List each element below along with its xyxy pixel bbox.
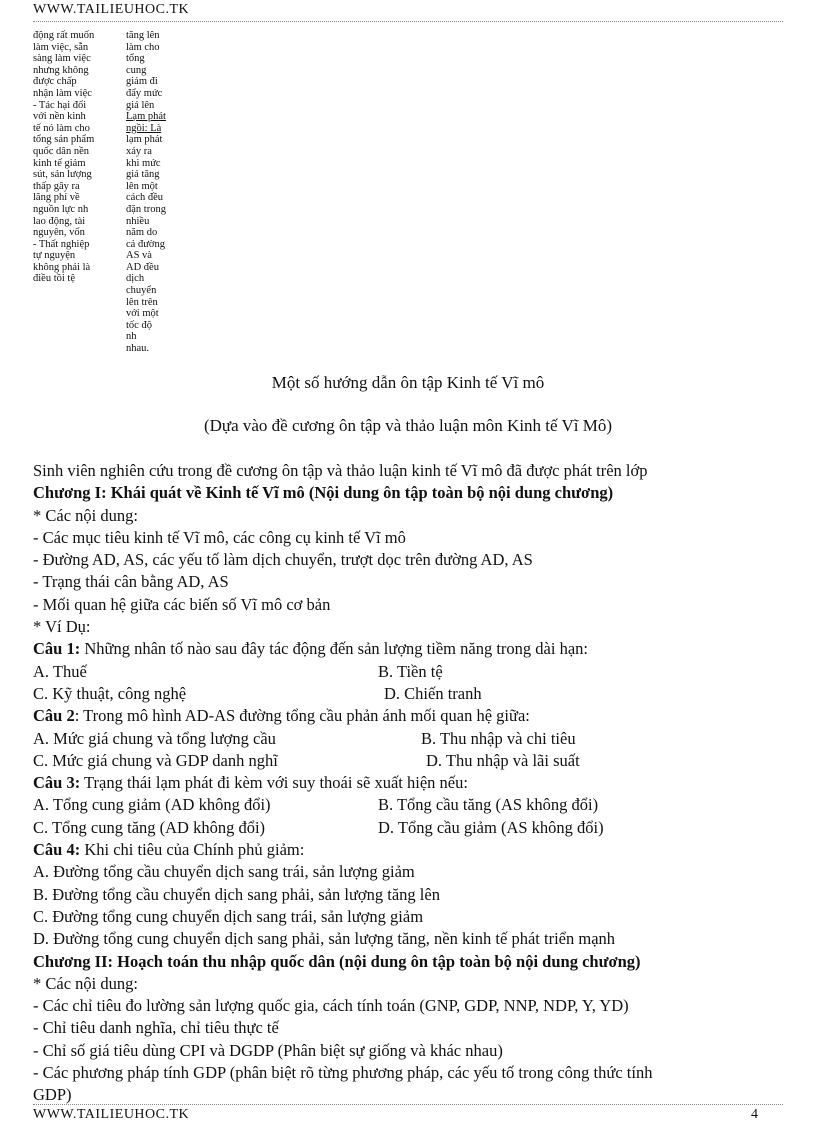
question-2-options-row [33,728,793,750]
col2-line: khi mức [126,157,161,169]
col2-line: lạm phát [126,134,163,146]
col1-line: sút, sản lượng [33,169,92,181]
col2-line: nhiều [126,215,150,227]
col2-line: với một [126,308,159,320]
option-d: D. Chiến tranh [384,683,482,703]
option-b: B. Tổng cầu tăng (AS không đổi) [378,795,599,815]
chapter1-content-item: - Mối quan hệ giữa các biến số Vĩ mô cơ bản [33,594,331,614]
question-4 [33,839,793,861]
col2-line: nhau. [126,343,150,355]
question-1 [33,638,793,660]
question-text: Những nhân tố nào sau đây tác động đến sản lượng tiềm năng trong dài hạn: [80,639,588,659]
option-c: C. Đường tổng cung chuyển dịch sang trái, sản lượng giảm [33,906,424,926]
col2-line: giá lên [126,99,155,111]
col1-line: sàng làm việc [33,53,91,65]
col1-line: lãng phí về [33,192,80,204]
intro-text: Sinh viên nghiên cứu trong đề cương ôn tập và thảo luận kinh tế Vĩ mô đã được phát trên lớp [33,461,648,480]
col1-line: kinh tế giảm [33,157,86,169]
example-label: * Ví Dụ: [33,617,91,637]
col2-line: cách đều [126,192,164,204]
main-content [33,460,793,1107]
option-c: C. Tổng cung tăng (AD không đổi) [33,817,266,837]
chapter1-content-item: - Đường AD, AS, các yếu tố làm dịch chuyển, trượt dọc trên đường AD, AS [33,550,533,570]
question-label: Câu 2 [33,706,75,726]
option-a: A. Thuế [33,661,87,681]
col1-line: tế nó làm cho [33,122,90,134]
question-label: Câu 1: [33,639,81,659]
chapter2-content-item: GDP) [33,1085,72,1105]
chapter2-content-item: - Các chỉ tiêu đo lường sản lượng quốc gia, cách tính toán (GNP, GDP, NNP, NDP, Y, YD) [33,996,629,1016]
col2-line: tốc độ [126,319,152,331]
option-d: D. Đường tổng cung chuyển dịch sang phải, sản lượng tăng, nền kinh tế phát triển mạnh [33,929,616,949]
col2-line: dịch [126,273,145,285]
option-b: B. Tiền tệ [378,661,443,681]
footer-divider [33,1104,783,1105]
col2-line: ngồi: Là [126,122,162,134]
option-d: D. Tổng cầu giảm (AS không đổi) [378,817,604,837]
col2-line: nh [126,331,137,343]
col1-line: quốc dân nền [33,145,89,157]
col1-line: không phải là [33,261,91,273]
header-divider [33,21,783,22]
col2-line: lên trên [126,296,158,308]
col2-line: xảy ra [126,145,152,157]
col2-line: cả đường [126,238,165,250]
col1-line: làm việc, sẵn [33,41,89,53]
question-text: : Trong mô hình AD-AS đường tổng cầu phản ánh mối quan hệ giữa: [74,706,530,726]
col1-line: điều tồi tệ [33,273,75,285]
question-1-options-row [33,661,793,683]
col2-line: tổng [126,53,145,65]
chapter2-content-item: - Các phương pháp tính GDP (phân biệt rõ từng phương pháp, các yếu tố trong công thức tính [33,1063,653,1083]
footer-site: WWW.TAILIEUHOC.TK [33,1107,190,1122]
question-label: Câu 4: [33,840,81,860]
col1-line: tổng sản phẩm [33,134,95,146]
chapter2-content-item: - Chỉ số giá tiêu dùng CPI và DGDP (Phân biệt sự giống và khác nhau) [33,1040,503,1060]
chapter1-contents-label: * Các nội dung: [33,505,138,525]
col1-line: - Tác hại đối [33,99,87,111]
col2-line: năm do [126,227,158,239]
question-text: Trạng thái lạm phát đi kèm với suy thoái sẽ xuất hiện nếu: [80,773,468,793]
option-a: A. Tổng cung giảm (AD không đổi) [33,795,271,815]
col2-line: tăng lên [126,30,160,41]
col2-line: giá tăng [126,169,160,181]
col2-line: đẩy mức [126,87,163,99]
question-3-options-row [33,817,793,839]
col1-line: nhưng không [33,64,89,76]
question-label: Câu 3: [33,773,81,793]
col1-line: tự nguyện [33,250,76,262]
question-2-options-row [33,750,793,772]
col1-line: với nền kinh [33,111,86,123]
option-b: B. Thu nhập và chi tiêu [421,728,576,748]
chapter2-heading: Chương II: Hoạch toán thu nhập quốc dân (nội dung ôn tập toàn bộ nội dung chương) [33,951,641,971]
question-2 [33,705,793,727]
col1-line: nguyên, vốn [33,227,85,239]
chapter2-contents-label: * Các nội dung: [33,973,138,993]
col1-line: nhận làm việc [33,87,92,99]
option-a: A. Đường tổng cầu chuyển dịch sang trái, sản lượng giảm [33,862,415,882]
col1-line: động rất muốn [33,30,95,41]
option-c: C. Kỹ thuật, công nghệ [33,683,187,703]
option-c: C. Mức giá chung và GDP danh nghĩ [33,750,278,770]
chapter2-content-item: - Chỉ tiêu danh nghĩa, chỉ tiêu thực tế [33,1018,279,1038]
col1-line: thấp gây ra [33,180,80,192]
chapter1-content-item: - Trạng thái cân bằng AD, AS [33,572,229,592]
page-subtitle: (Dựa vào đề cương ôn tập và thảo luận môn Kinh tế Vĩ Mô) [203,416,613,435]
col2-line: giảm đi [126,76,158,88]
question-text: Khi chi tiêu của Chính phủ giảm: [80,840,305,860]
page-number: 4 [751,1107,758,1122]
col2-line: Lạm phát [126,111,166,123]
page-title: Một số hướng dẫn ôn tập Kinh tế Vĩ mô [271,373,545,392]
col1-line: lao động, tài [33,215,86,227]
col2-line: cung [126,64,147,76]
col2-line: đặn trong [126,203,166,215]
question-3 [33,772,793,794]
question-3-options-row [33,794,793,816]
col2-line: chuyển [126,285,157,297]
col2-line: AS và [126,250,152,262]
left-column-2 [126,30,182,355]
option-d: D. Thu nhập và lãi suất [426,750,580,770]
col1-line: nguồn lực nh [33,203,89,215]
option-a: A. Mức giá chung và tổng lượng cầu [33,728,276,748]
col2-line: AD đều [126,261,159,273]
col2-line: làm cho [126,41,160,53]
chapter1-content-item: - Các mục tiêu kinh tế Vĩ mô, các công cụ kinh tế Vĩ mô [33,527,406,547]
option-b: B. Đường tổng cầu chuyển dịch sang phải, sản lượng tăng lên [33,884,440,904]
col2-line: lên một [126,180,158,192]
col1-line: được chấp [33,76,77,88]
left-column-1 [33,30,113,285]
col1-line: - Thất nghiệp [33,238,90,250]
header-site: WWW.TAILIEUHOC.TK [33,2,190,17]
question-1-options-row [33,683,793,705]
chapter1-heading: Chương I: Khái quát về Kinh tế Vĩ mô (Nội dung ôn tập toàn bộ nội dung chương) [33,483,614,503]
